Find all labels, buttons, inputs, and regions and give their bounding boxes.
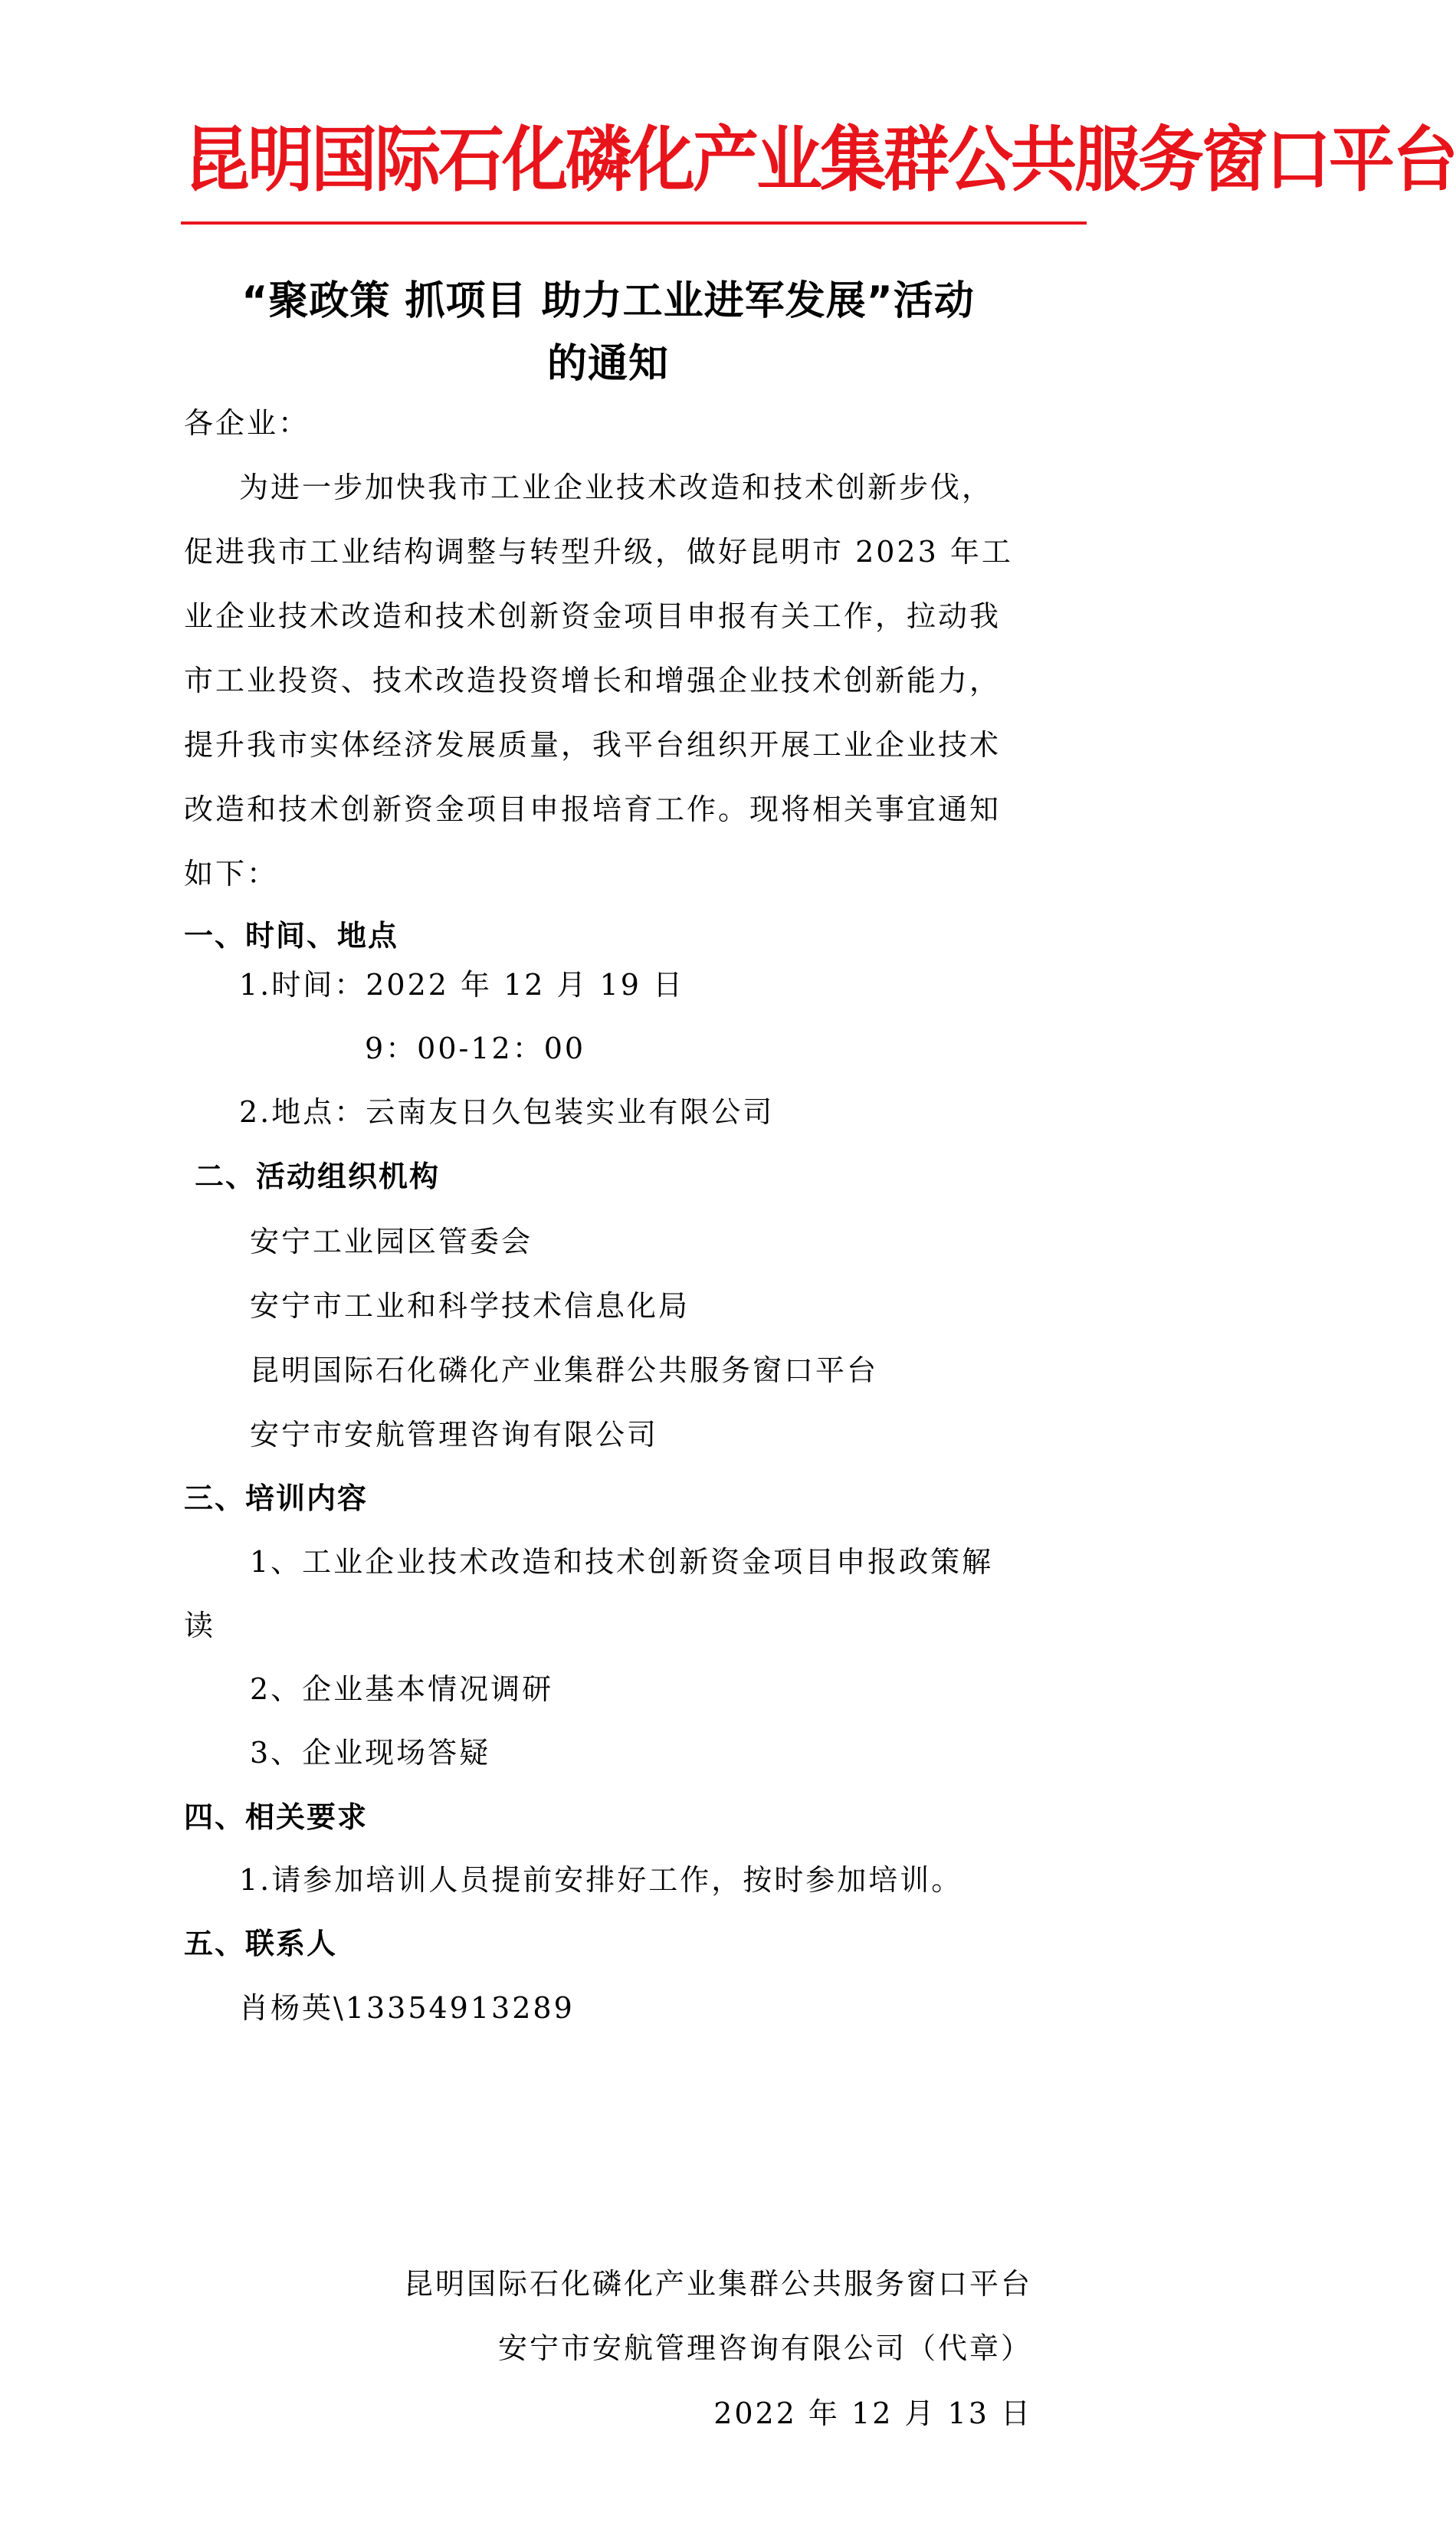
- training-item-3: 3、企业现场答疑: [250, 1736, 491, 1770]
- organizer-item: 昆明国际石化磷化产业集群公共服务窗口平台: [250, 1353, 879, 1387]
- intro-line-4: 市工业投资、技术改造投资增长和增强企业技术创新能力，: [184, 664, 1002, 697]
- intro-line-6: 改造和技术创新资金项目申报培育工作。现将相关事宜通知: [184, 792, 1002, 826]
- intro-line-7: 如下：: [184, 857, 279, 891]
- event-time: 1.时间：2022 年 12 月 19 日: [239, 968, 685, 1002]
- masthead-title: 昆明国际石化磷化产业集群公共服务窗口平台: [184, 119, 1456, 202]
- signature-org-1: 昆明国际石化磷化产业集群公共服务窗口平台: [403, 2267, 1032, 2301]
- intro-line-2: 促进我市工业结构调整与转型升级，做好昆明市 2023 年工: [184, 535, 1013, 569]
- document-title-line-2: 的通知: [546, 341, 669, 387]
- event-place: 2.地点：云南友日久包装实业有限公司: [239, 1095, 775, 1129]
- organizer-item: 安宁市工业和科学技术信息化局: [250, 1289, 690, 1323]
- signature-org-2: 安宁市安航管理咨询有限公司（代章）: [497, 2331, 1032, 2365]
- intro-line-1: 为进一步加快我市工业企业技术改造和技术创新步伐，: [239, 471, 994, 504]
- training-item-2: 2、企业基本情况调研: [250, 1672, 554, 1706]
- training-item-1-continued: 读: [184, 1609, 216, 1642]
- organizer-item: 安宁工业园区管委会: [250, 1225, 533, 1258]
- section-heading-contact: 五、联系人: [184, 1927, 338, 1960]
- event-time-range: 9：00-12：00: [365, 1032, 586, 1065]
- contact-person: 肖杨英\13354913289: [239, 1991, 575, 2025]
- masthead-divider: [181, 221, 1087, 225]
- organizer-item: 安宁市安航管理咨询有限公司: [250, 1418, 659, 1452]
- section-heading-organizers: 二、活动组织机构: [195, 1160, 441, 1193]
- training-item-1: 1、工业企业技术改造和技术创新资金项目申报政策解: [250, 1545, 994, 1579]
- document-title: [153, 270, 1063, 395]
- signature-date: 2022 年 12 月 13 日: [713, 2397, 1032, 2430]
- section-heading-time-place: 一、时间、地点: [184, 919, 399, 953]
- document-title-line-1: “聚政策 抓项目 助力工业进军发展”活动: [241, 278, 975, 324]
- section-heading-training: 三、培训内容: [184, 1481, 369, 1515]
- section-heading-requirements: 四、相关要求: [184, 1800, 369, 1834]
- intro-line-5: 提升我市实体经济发展质量，我平台组织开展工业企业技术: [184, 728, 1002, 762]
- salutation: 各企业：: [184, 406, 310, 440]
- intro-line-3: 业企业技术改造和技术创新资金项目申报有关工作，拉动我: [184, 599, 1002, 633]
- requirement-item-1: 1.请参加培训人员提前安排好工作，按时参加培训。: [239, 1863, 963, 1897]
